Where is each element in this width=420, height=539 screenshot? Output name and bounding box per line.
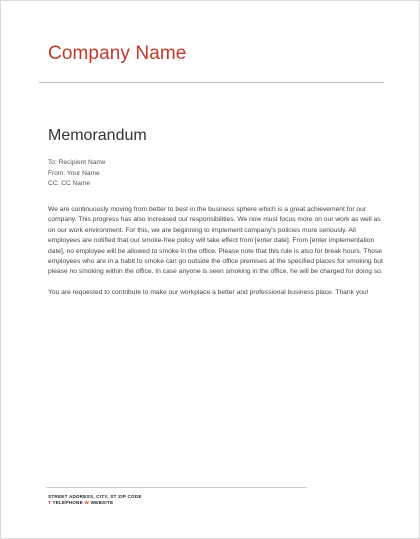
memo-to: To: Recipient Name <box>48 159 106 166</box>
company-name: Company Name <box>48 43 187 64</box>
memo-from: From: Your Name <box>48 169 100 177</box>
body-paragraph: We are continuously moving from better to best in the business sphere which is a great achievement for our company. This progress has also increased our responsibilities. We now must focus more on our work as well as on our work environment. For this, we are beginning to implement company's policies more seriously. All employees are notified that our smoke-free policy will take effect from [enter date]. From [enter implementation date], no employee will be allowed to smoke in the office. Please note that this rule is also for break hours. Those employees who are in a habit to smoke can go outside the office premises at the specified places for smoking but please no smoking within the office. In case anyone is seen smoking in the office, he will be charged for doing so. <box>48 206 383 276</box>
footer-website: WEBSITE <box>90 500 114 506</box>
footer-contact <box>48 494 142 507</box>
footer-divider <box>46 487 307 488</box>
footer-separator: T <box>48 500 52 506</box>
header-divider <box>39 82 384 83</box>
memo-recipients <box>48 158 106 190</box>
footer-separator: W <box>84 500 90 506</box>
memo-body <box>48 205 388 308</box>
footer-contact-line <box>48 500 142 506</box>
memo-title: Memorandum <box>48 127 147 144</box>
footer-address: STREET ADDRESS, CITY, ST ZIP CODE <box>48 494 142 499</box>
body-paragraph: You are requested to contribute to make our workplace a better and professional business place. Thank you! <box>48 288 369 296</box>
footer-telephone: TELEPHONE <box>52 500 83 506</box>
memo-cc: CC: CC Name <box>48 180 91 188</box>
